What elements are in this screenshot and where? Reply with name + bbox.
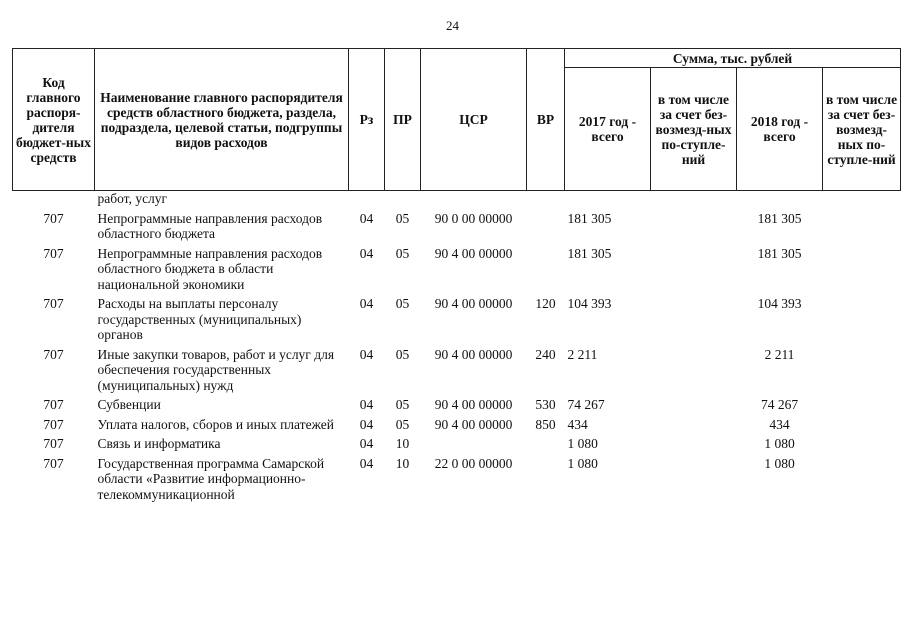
row-code: 707 (43, 397, 64, 412)
row-name: Субвенции (97, 397, 161, 412)
row-rz: 04 (359, 210, 374, 226)
row-sum-2017: 104 393 (567, 296, 612, 311)
row-sum-2017: 181 305 (567, 210, 612, 226)
row-vr (527, 244, 565, 295)
row-sum-2018: 74 267 (760, 397, 799, 412)
row-rz: 04 (359, 416, 374, 432)
row-csr: 90 4 00 00000 (434, 397, 513, 412)
row-sum-2018: 434 (769, 416, 790, 432)
table-row (13, 209, 901, 244)
table-row (13, 244, 901, 295)
row-sum-2018-grants (823, 244, 901, 295)
header-rz: Рз (349, 49, 385, 191)
row-rz: 04 (359, 346, 374, 362)
row-sum-2018-grants (823, 434, 901, 454)
row-pr: 10 (395, 436, 410, 451)
row-sum-2017: 181 305 (567, 245, 612, 261)
row-name: Непрограммные направления расходов областного бюджета (97, 210, 323, 241)
row-pr: 05 (395, 210, 410, 226)
row-code: 707 (43, 296, 64, 311)
row-sum-2017: 1 080 (567, 436, 598, 451)
row-code: 707 (43, 455, 64, 471)
row-sum-2018-grants (823, 294, 901, 345)
row-sum-2018-grants (823, 345, 901, 396)
header-pr: ПР (385, 49, 421, 191)
row-sum-2017-grants (651, 454, 737, 505)
row-sum-2017-grants (651, 434, 737, 454)
continuation-row (13, 191, 901, 209)
row-pr: 10 (395, 455, 410, 471)
row-sum-2018: 2 211 (764, 346, 795, 362)
row-csr: 90 4 00 00000 (434, 245, 513, 261)
row-sum-2017-grants (651, 244, 737, 295)
row-rz: 04 (359, 245, 374, 261)
row-sum-2018-grants (823, 395, 901, 415)
row-pr: 05 (395, 346, 410, 362)
row-name: Непрограммные направления расходов областного бюджета в области национальной экономики (97, 245, 323, 292)
row-sum-2018-grants (823, 454, 901, 505)
row-code: 707 (43, 436, 64, 451)
row-vr (527, 454, 565, 505)
row-code: 707 (43, 245, 64, 261)
row-csr: 90 0 00 00000 (434, 210, 513, 226)
row-csr: 90 4 00 00000 (434, 346, 513, 362)
row-sum-2018: 1 080 (764, 455, 795, 471)
row-sum-2018-grants (823, 209, 901, 244)
budget-table (12, 48, 901, 504)
row-csr: 90 4 00 00000 (434, 296, 513, 311)
row-csr (421, 434, 527, 454)
row-rz: 04 (359, 455, 374, 471)
table-row (13, 454, 901, 505)
row-vr (527, 434, 565, 454)
row-sum-2017-grants (651, 395, 737, 415)
header-2017-total: 2017 год - всего (565, 68, 651, 191)
header-2018-grants: в том числе за счет без-возмезд-ных по-ступле-ний (823, 68, 901, 191)
row-name: Связь и информатика (97, 436, 221, 451)
row-pr: 05 (395, 296, 410, 311)
row-sum-2017: 434 (567, 416, 588, 432)
row-csr: 22 0 00 00000 (434, 455, 513, 471)
continuation-text: работ, услуг (97, 191, 168, 206)
table-row (13, 345, 901, 396)
page-number: 24 (446, 18, 459, 33)
row-sum-2018: 1 080 (764, 436, 795, 451)
table-row (13, 395, 901, 415)
row-vr: 120 (535, 296, 556, 311)
row-sum-2017-grants (651, 345, 737, 396)
row-sum-2017-grants (651, 415, 737, 435)
row-sum-2017: 2 211 (567, 346, 598, 362)
row-name: Уплата налогов, сборов и иных платежей (97, 416, 334, 432)
header-csr: ЦСР (421, 49, 527, 191)
row-rz: 04 (359, 296, 374, 311)
row-vr: 240 (535, 346, 556, 362)
row-sum-2017: 74 267 (567, 397, 605, 412)
row-vr: 850 (535, 416, 556, 432)
row-name: Расходы на выплаты персоналу государственных (муниципальных) органов (97, 296, 302, 342)
row-sum-2018: 181 305 (757, 245, 802, 261)
table-row (13, 415, 901, 435)
row-vr (527, 209, 565, 244)
header-code: Код главного распоря-дителя бюджет-ных средств (13, 49, 95, 191)
row-code: 707 (43, 210, 64, 226)
table-body (13, 191, 901, 505)
table-row (13, 294, 901, 345)
header-vr: ВР (527, 49, 565, 191)
row-name: Государственная программа Самарской области «Развитие информационно-телекоммуникационной (97, 455, 325, 502)
row-vr: 530 (535, 397, 556, 412)
row-name: Иные закупки товаров, работ и услуг для обеспечения государственных (муниципальных) нужд (97, 346, 335, 393)
header-2018-total: 2018 год - всего (737, 68, 823, 191)
row-sum-2017: 1 080 (567, 455, 598, 471)
row-sum-2017-grants (651, 294, 737, 345)
row-rz: 04 (359, 397, 374, 412)
header-sum-title: Сумма, тыс. рублей (565, 49, 901, 68)
row-code: 707 (43, 416, 64, 432)
row-pr: 05 (395, 416, 410, 432)
table-row (13, 434, 901, 454)
row-rz: 04 (359, 436, 374, 451)
row-pr: 05 (395, 397, 410, 412)
row-csr: 90 4 00 00000 (434, 416, 513, 432)
header-name: Наименование главного распорядителя средств областного бюджета, раздела, подраздела, целевой статьи, подгруппы видов расходов (95, 49, 349, 191)
row-sum-2018: 181 305 (757, 210, 802, 226)
row-sum-2017-grants (651, 209, 737, 244)
row-sum-2018-grants (823, 415, 901, 435)
header-2017-grants: в том числе за счет без-возмезд-ных по-ступле-ний (651, 68, 737, 191)
row-code: 707 (43, 346, 64, 362)
table-header (13, 49, 901, 191)
row-pr: 05 (395, 245, 410, 261)
row-sum-2018: 104 393 (757, 296, 802, 311)
